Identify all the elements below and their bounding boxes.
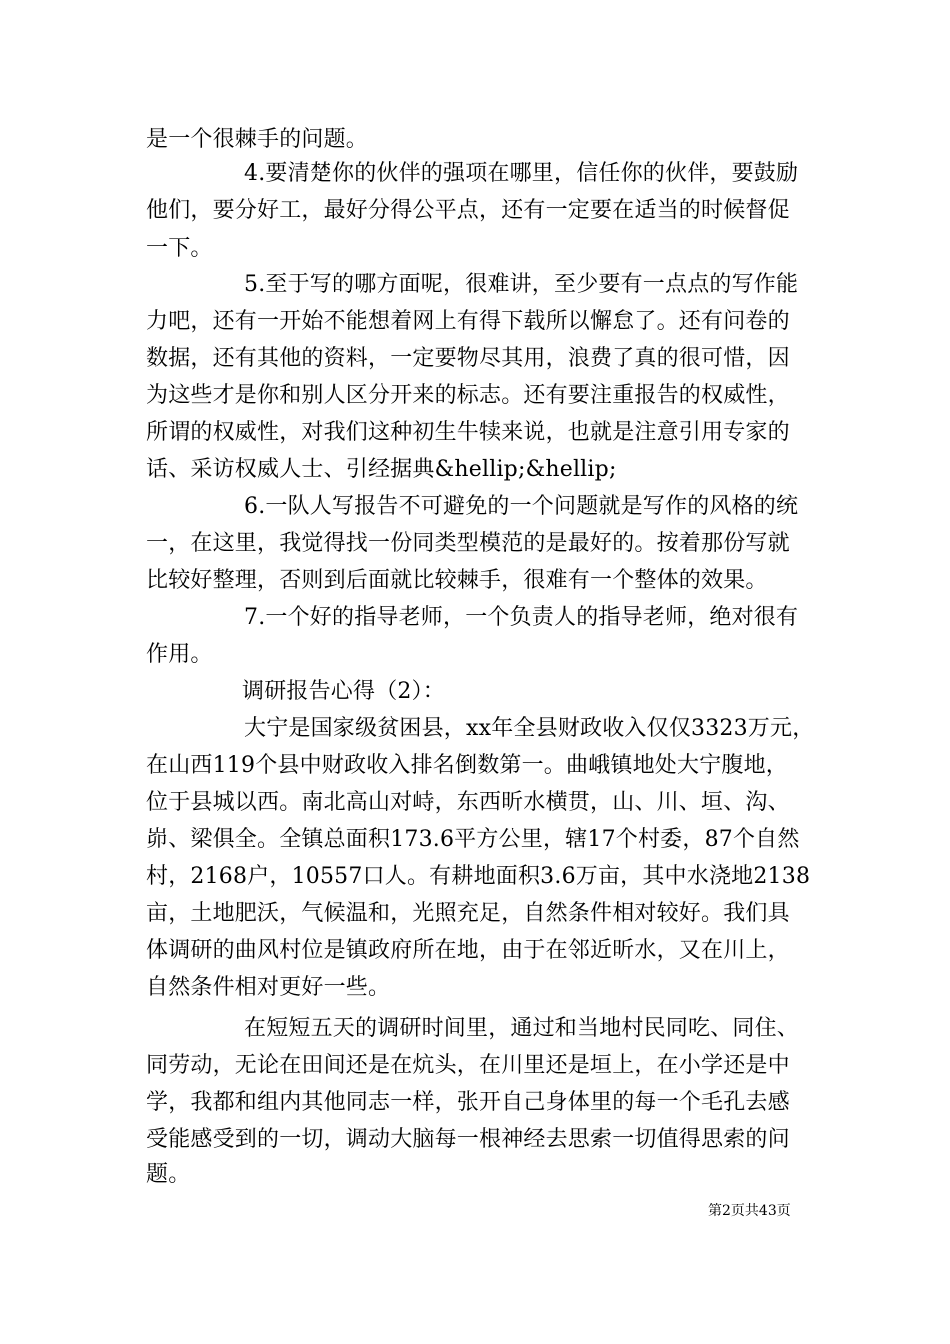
text-line: 话、采访权威人士、引经据典&hellip;&hellip;: [146, 457, 617, 482]
text-line: 在短短五天的调研时间里，通过和当地村民同吃、同住、: [244, 1016, 800, 1041]
text-line: 数据，还有其他的资料，一定要物尽其用，浪费了真的很可惜，因: [146, 346, 790, 371]
text-line: 一下。: [146, 236, 213, 261]
text-line: 亩，土地肥沃，气候温和，光照充足，自然条件相对较好。我们具: [146, 901, 790, 926]
text-line: 题。: [146, 1162, 191, 1187]
section-heading: 调研报告心得（2）：: [242, 679, 445, 704]
text-line: 在山西119个县中财政收入排名倒数第一。曲峨镇地处大宁腹地，: [146, 753, 788, 778]
text-line: 作用。: [146, 642, 213, 667]
text-line: 6.一队人写报告不可避免的一个问题就是写作的风格的统: [244, 494, 799, 519]
text-line: 学，我都和组内其他同志一样，张开自己身体里的每一个毛孔去感: [146, 1090, 790, 1115]
text-line: 峁、梁俱全。全镇总面积173.6平方公里，辖17个村委，87个自然: [146, 827, 800, 852]
text-line: 为这些才是你和别人区分开来的标志。还有要注重报告的权威性，: [146, 383, 790, 408]
text-line: 5.至于写的哪方面呢，很难讲，至少要有一点点的写作能: [244, 272, 799, 297]
text-line: 体调研的曲风村位是镇政府所在地，由于在邻近昕水，又在川上，: [146, 938, 790, 963]
text-line: 所谓的权威性，对我们这种初生牛犊来说，也就是注意引用专家的: [146, 420, 790, 445]
text-line: 力吧，还有一开始不能想着网上有得下载所以懈怠了。还有问卷的: [146, 309, 790, 334]
text-line: 他们，要分好工，最好分得公平点，还有一定要在适当的时候督促: [146, 198, 790, 223]
text-line: 大宁是国家级贫困县，xx年全县财政收入仅仅3323万元，: [244, 716, 815, 741]
text-line: 一，在这里，我觉得找一份同类型模范的是最好的。按着那份写就: [146, 531, 790, 556]
text-line: 位于县城以西。南北高山对峙，东西昕水横贯，山、川、垣、沟、: [146, 790, 790, 815]
text-line: 7.一个好的指导老师，一个负责人的指导老师，绝对很有: [244, 605, 799, 630]
text-line: 自然条件相对更好一些。: [146, 975, 391, 1000]
text-line: 同劳动，无论在田间还是在炕头，在川里还是垣上，在小学还是中: [146, 1053, 790, 1078]
text-line: 受能感受到的一切，调动大脑每一根神经去思索一切值得思索的问: [146, 1127, 790, 1152]
text-line: 4.要清楚你的伙伴的强项在哪里，信任你的伙伴，要鼓励: [244, 161, 799, 186]
text-line: 是一个很棘手的问题。: [146, 127, 369, 152]
text-line: 村，2168户，10557口人。有耕地面积3.6万亩，其中水浇地2138: [146, 864, 811, 889]
text-line: 比较好整理，否则到后面就比较棘手，很难有一个整体的效果。: [146, 568, 768, 593]
page-number: 第2页共43页: [708, 1203, 791, 1219]
